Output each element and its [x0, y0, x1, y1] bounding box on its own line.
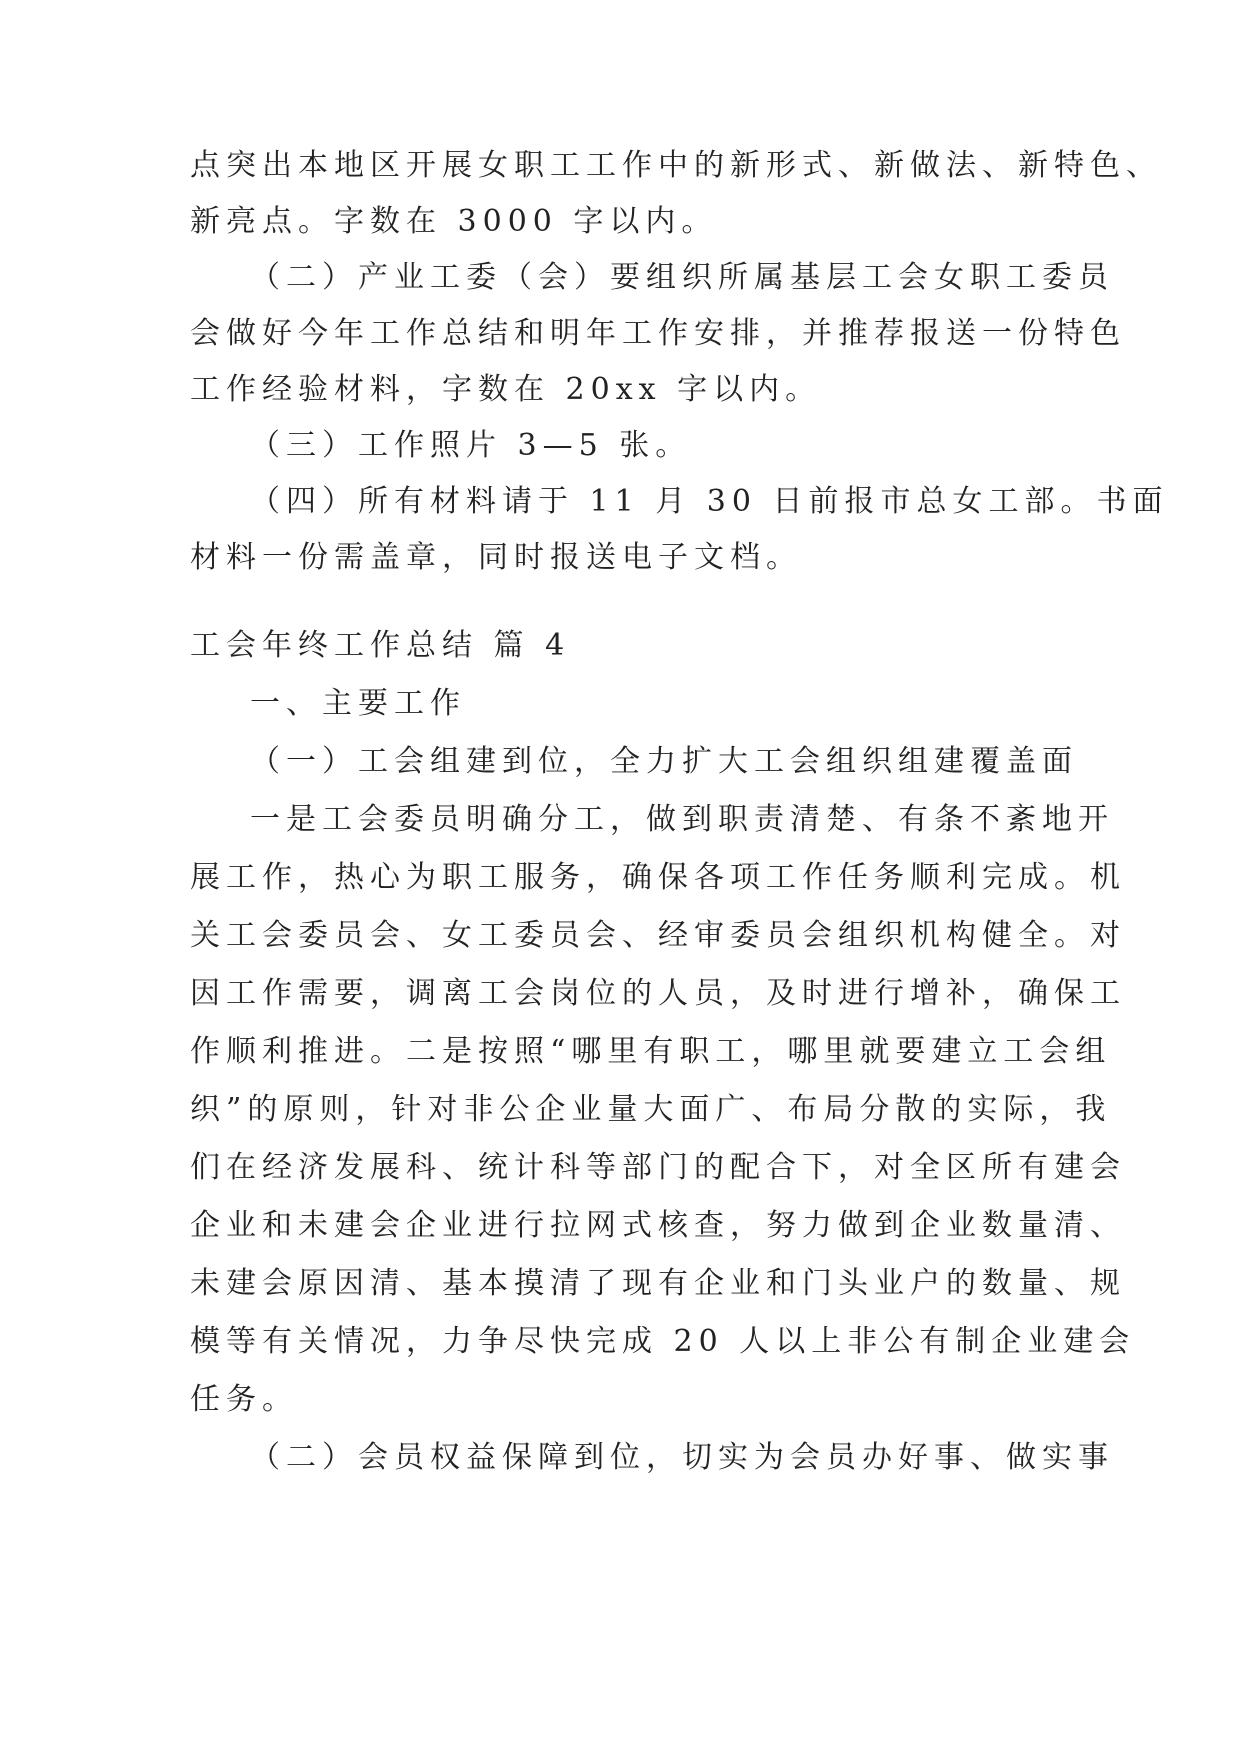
text-line: 们在经济发展科、统计科等部门的配合下，对全区所有建会: [190, 1150, 1126, 1185]
text-line: 织”的原则，针对非公企业量大面广、布局分散的实际，我: [190, 1092, 1112, 1127]
text-line: （二）会员权益保障到位，切实为会员办好事、做实事: [250, 1440, 1114, 1475]
text-line: 点突出本地区开展女职工工作中的新形式、新做法、新特色、: [190, 148, 1162, 183]
text-line: 模等有关情况，力争尽快完成 20 人以上非公有制企业建会: [190, 1324, 1136, 1359]
text-line: （一）工会组建到位，全力扩大工会组织组建覆盖面: [250, 744, 1078, 779]
section-subheading: 一、主要工作: [250, 686, 466, 721]
text-line: 新亮点。字数在 3000 字以内。: [190, 204, 718, 239]
text-line: 会做好今年工作总结和明年工作安排，并推荐报送一份特色: [190, 316, 1126, 351]
text-line: （三）工作照片 3—5 张。: [250, 428, 692, 463]
text-line: 因工作需要，调离工会岗位的人员，及时进行增补，确保工: [190, 976, 1126, 1011]
text-line: 一是工会委员明确分工，做到职责清楚、有条不紊地开: [250, 802, 1114, 837]
text-line: 工作经验材料，字数在 20xx 字以内。: [190, 372, 822, 407]
text-line: 作顺利推进。二是按照“哪里有职工，哪里就要建立工会组: [190, 1034, 1112, 1069]
text-line: 展工作，热心为职工服务，确保各项工作任务顺利完成。机: [190, 860, 1126, 895]
text-line: 企业和未建会企业进行拉网式核查，努力做到企业数量清、: [190, 1208, 1126, 1243]
text-line: （四）所有材料请于 11 月 30 日前报市总女工部。书面: [250, 484, 1169, 519]
text-line: 关工会委员会、女工委员会、经审委员会组织机构健全。对: [190, 918, 1126, 953]
text-line: 未建会原因清、基本摸清了现有企业和门头业户的数量、规: [190, 1266, 1126, 1301]
text-line: 材料一份需盖章，同时报送电子文档。: [190, 540, 802, 575]
section-heading: 工会年终工作总结 篇 4: [190, 628, 571, 663]
text-line: 任务。: [190, 1382, 298, 1417]
text-line: （二）产业工委（会）要组织所属基层工会女职工委员: [250, 260, 1114, 295]
